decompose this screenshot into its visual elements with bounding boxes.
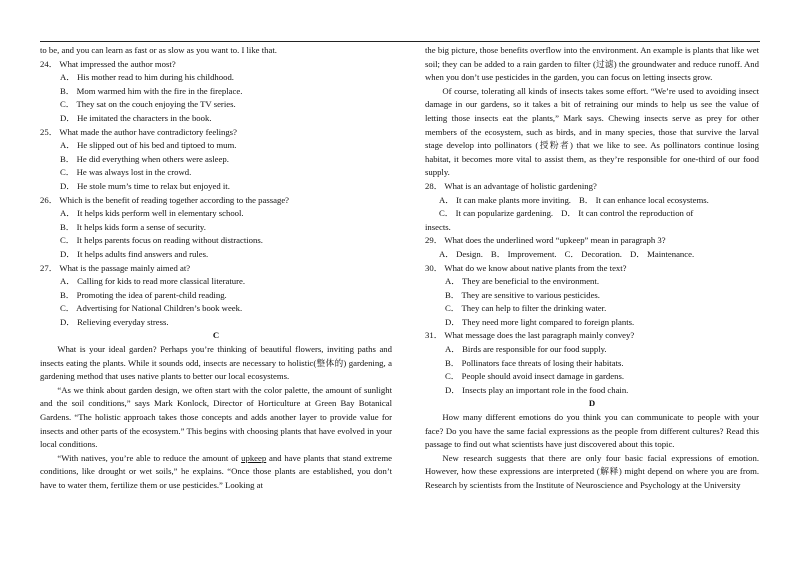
section-heading-d: D (588, 398, 596, 409)
option-c: C． It can popularize gardening. (439, 208, 554, 219)
option-a: A． Calling for kids to read more classical literature. (60, 276, 246, 287)
header-rule (40, 41, 760, 42)
question-28 (425, 180, 759, 234)
right-column (425, 44, 759, 493)
question-29 (425, 234, 759, 261)
option-row (425, 248, 759, 262)
option-a: A． His mother read to him during his childhood. (60, 72, 234, 83)
question-27 (40, 262, 392, 330)
option-c: C． It helps parents focus on reading without distractions. (60, 235, 263, 246)
option-b: B． It helps kids form a sense of security. (60, 221, 206, 232)
option-row (425, 194, 759, 208)
option-a: A． He slipped out of his bed and tiptoed to mum. (60, 140, 237, 151)
question-25 (40, 126, 392, 194)
intro-tail: to be, and you can learn as fast or as slow as you want to. I like that. (40, 45, 277, 55)
passage-c-paragraph-3-continued: the big picture, those benefits overflow into the environment. An example is plants that like wet soil; they can be added to a rain garden to filter (过滤) the groundwater and reduce runoff. And when you don’t use pesticides in the garden, you can focus on letting insects grow. (425, 45, 759, 83)
section-heading-c: C (212, 330, 220, 341)
passage-c-paragraph-3 (40, 452, 392, 493)
option-a: A． It can make plants more inviting. (439, 194, 571, 205)
question-stem: 28． What is an advantage of holistic gardening? (425, 180, 597, 191)
option-b: B． It can enhance local ecosystems. (578, 194, 709, 205)
passage-c-paragraph-4: Of course, tolerating all kinds of insects takes some effort. “We’re used to avoiding insect damage in our gardens, so it takes a bit of retraining our minds to help us see the value of letting those insects eat the plants,” Mark says. Chewing insects serve as prey for other members of the ecosystem, such as birds, and in many species, those that survive the larval stage develop into pollinators (授粉者) that we like to see. As pollinators continue losing habitat, it becomes more vital to assist them, as they’re responsible for one-third of our food supply. (425, 85, 759, 178)
option-b: B． Promoting the idea of parent-child reading. (60, 289, 227, 300)
option-c: C． They sat on the couch enjoying the TV series. (60, 99, 236, 110)
option-d-wrap: insects. (425, 221, 451, 232)
question-stem: 30． What do we know about native plants from the text? (425, 262, 627, 273)
option-d: D． He imitated the characters in the book. (60, 112, 212, 123)
option-d: D． It can control the reproduction of (561, 208, 694, 219)
option-b: B． He did everything when others were asleep. (60, 153, 229, 164)
passage-c-paragraph-2: “As we think about garden design, we often start with the color palette, the amount of sunlight and the soil conditions,” says Mark Konlock, Director of Horticulture at Green Bay Botanical Gardens. “The holistic approach takes those concepts and adds another layer to provide value for insects and other parts of the ecosystem.” This begins with choosing plants that have evolved in your local conditions. (40, 384, 392, 450)
option-b: B． They are sensitive to various pesticides. (445, 289, 600, 300)
question-stem: 24． What impressed the author most? (40, 58, 176, 69)
option-d: D． Relieving everyday stress. (60, 316, 169, 327)
option-c: C． He was always lost in the crowd. (60, 167, 192, 178)
option-b: B． Mom warmed him with the fire in the fireplace. (60, 85, 243, 96)
option-d: D． It helps adults find answers and rules. (60, 248, 209, 259)
option-d: D． He stole mum’s time to relax but enjoyed it. (60, 180, 230, 191)
paragraph-text: and have plants that stand extreme conditions, like drought or wet soils,” he explains. “Once those plants are established, you don’t have to water them, fertilize them or use pesticides.” Looking at (40, 452, 392, 490)
option-d: D． Maintenance. (629, 248, 695, 259)
option-b: B． Improvement. (490, 248, 557, 259)
passage-d-paragraph-2: New research suggests that there are only four basic facial expressions of emotion. However, how these expressions are interpreted (解释) might depend on where you are from. Research by scientists from the Institute of Neuroscience and Psychology at the University (425, 452, 759, 490)
question-24 (40, 58, 392, 126)
question-stem: 29． What does the underlined word “upkeep” mean in paragraph 3? (425, 235, 666, 246)
question-30 (425, 262, 759, 330)
option-a: A． Birds are responsible for our food supply. (445, 344, 607, 355)
option-a: A． It helps kids perform well in elementary school. (60, 208, 244, 219)
question-stem: 25． What made the author have contradictory feelings? (40, 126, 237, 137)
option-row (425, 207, 759, 221)
underlined-word-upkeep: upkeep (241, 452, 267, 463)
option-c: C． Decoration. (564, 248, 622, 259)
option-c: C． People should avoid insect damage in gardens. (445, 371, 625, 382)
option-a: A． Design. (439, 248, 483, 259)
option-b: B． Pollinators face threats of losing their habitats. (445, 357, 624, 368)
option-d: D． They need more light compared to foreign plants. (445, 316, 635, 327)
paragraph-text: “With natives, you’re able to reduce the amount of (57, 452, 242, 463)
question-stem: 31． What message does the last paragraph mainly convey? (425, 330, 635, 341)
passage-d-paragraph-1: How many different emotions do you think you can communicate to people with your face? Do you have the same facial expressions as the people from different cultures? Read this passage to find out what scientists have just discovered about this topic. (425, 412, 759, 450)
option-d: D． Insects play an important role in the food chain. (445, 384, 629, 395)
option-c: C． Advertising for National Children’s book week. (60, 303, 243, 314)
question-31 (425, 329, 759, 397)
passage-c-paragraph-1: What is your ideal garden? Perhaps you’re thinking of beautiful flowers, inviting paths and insects eating the plants. While it sounds odd, insects are necessary to holistic(整体的) gardening, a gardening method that uses native plants to better our local ecosystems. (40, 344, 392, 382)
question-stem: 26． Which is the benefit of reading together according to the passage? (40, 194, 290, 205)
left-column (40, 44, 392, 493)
option-a: A． They are beneficial to the environment. (445, 276, 599, 287)
option-c: C． They can help to filter the drinking water. (445, 303, 607, 314)
question-26 (40, 194, 392, 262)
question-stem: 27． What is the passage mainly aimed at? (40, 262, 191, 273)
